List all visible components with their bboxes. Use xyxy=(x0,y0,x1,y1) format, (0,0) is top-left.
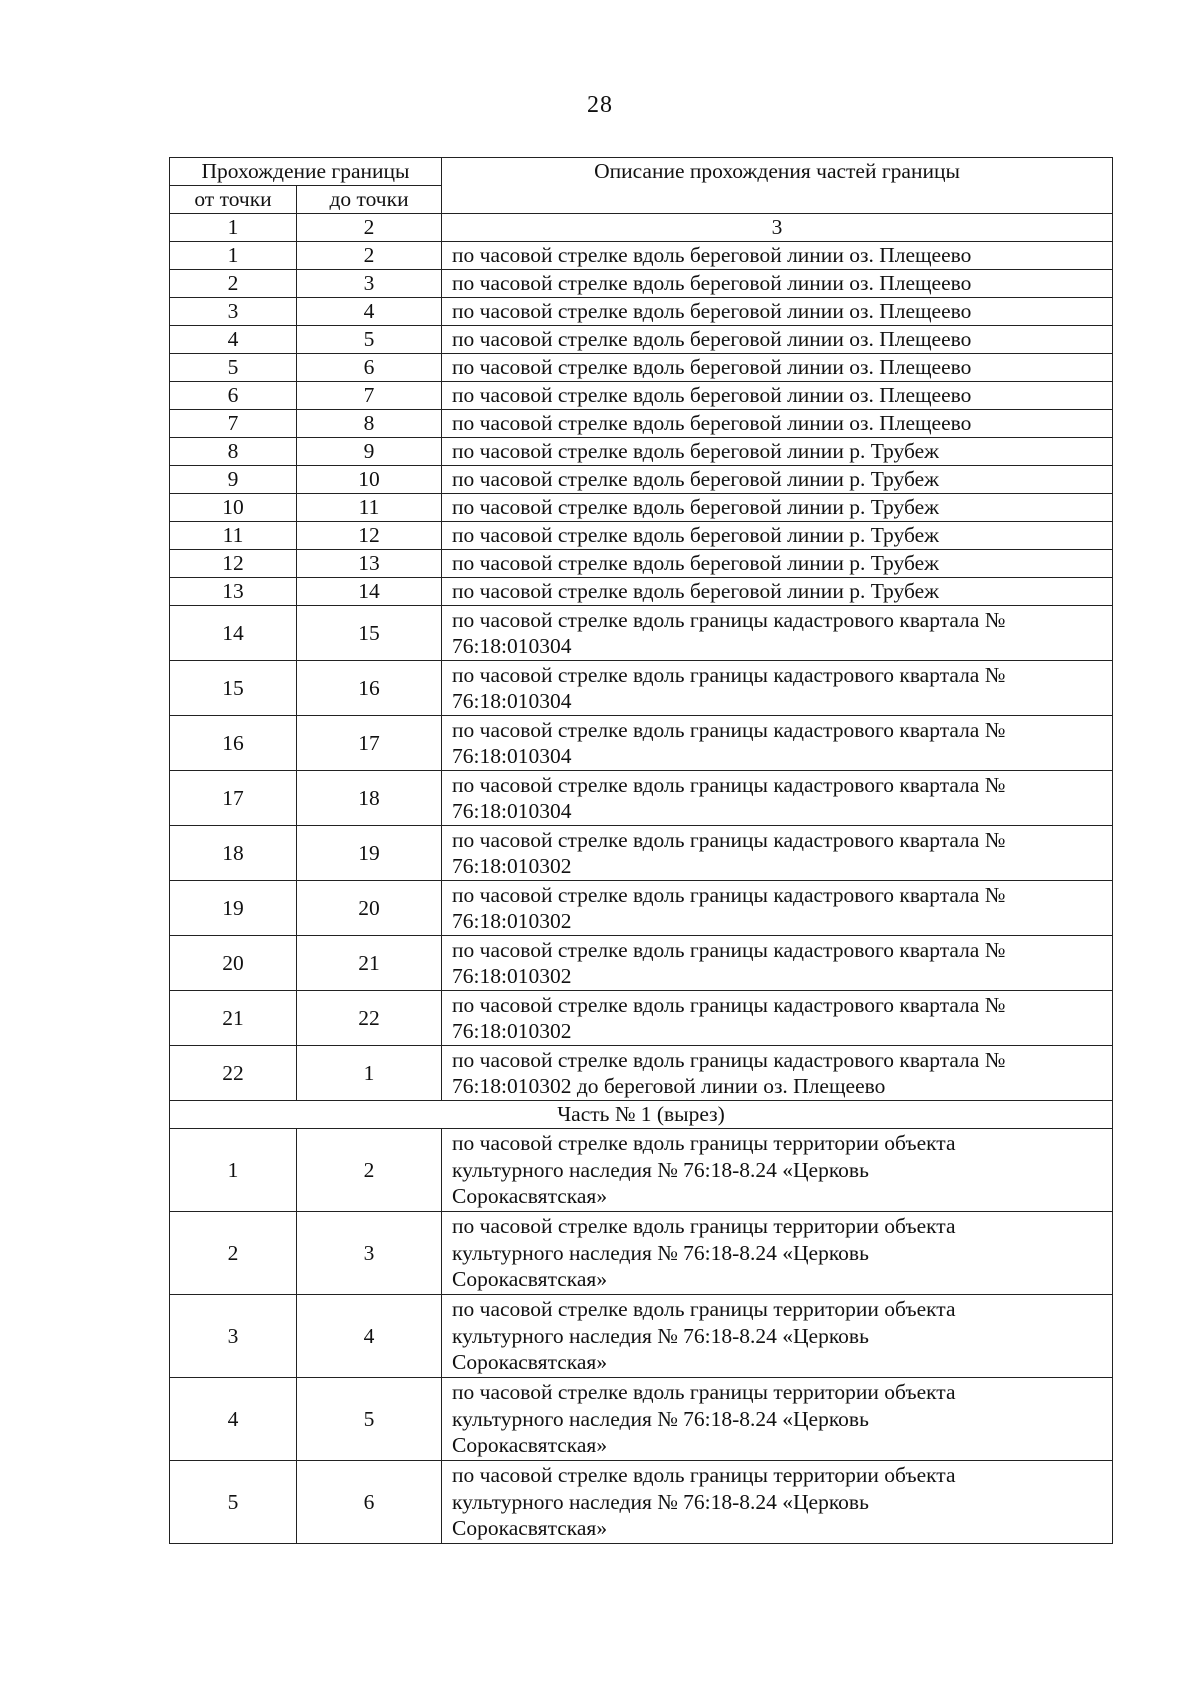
to-point-cell: 4 xyxy=(297,298,442,326)
to-point-cell: 17 xyxy=(297,716,442,771)
description-line: 76:18:010304 xyxy=(452,744,572,768)
description-cell xyxy=(442,1378,1113,1461)
description-cell: по часовой стрелке вдоль береговой линии оз. Плещеево xyxy=(442,326,1113,354)
description-line: по часовой стрелке вдоль границы кадастрового квартала № xyxy=(452,1047,1006,1072)
description-line: по часовой стрелке вдоль границы территории объекта xyxy=(452,1380,956,1405)
table-row xyxy=(170,522,1113,550)
description-line: 76:18:010304 xyxy=(452,689,572,713)
table-row xyxy=(170,1295,1113,1378)
from-point-cell: 14 xyxy=(170,606,297,661)
description-line: по часовой стрелке вдоль границы территории объекта xyxy=(452,1463,956,1488)
table-row xyxy=(170,1378,1113,1461)
section-title-row xyxy=(170,1101,1113,1129)
from-point-cell: 5 xyxy=(170,354,297,382)
description-cell: по часовой стрелке вдоль береговой линии р. Трубеж xyxy=(442,522,1113,550)
from-point-cell: 16 xyxy=(170,716,297,771)
description-cell xyxy=(442,1046,1113,1101)
from-point-cell: 4 xyxy=(170,1378,297,1461)
description-cell xyxy=(442,661,1113,716)
to-point-cell: 13 xyxy=(297,550,442,578)
description-cell: по часовой стрелке вдоль береговой линии оз. Плещеево xyxy=(442,354,1113,382)
table-row xyxy=(170,991,1113,1046)
to-point-cell: 9 xyxy=(297,438,442,466)
description-line: культурного наследия № 76:18-8.24 «Церковь xyxy=(452,1323,869,1348)
description-cell: по часовой стрелке вдоль береговой линии оз. Плещеево xyxy=(442,242,1113,270)
to-point-cell: 8 xyxy=(297,410,442,438)
to-point-cell: 16 xyxy=(297,661,442,716)
from-point-cell: 17 xyxy=(170,771,297,826)
from-point-cell: 5 xyxy=(170,1461,297,1544)
section-rows xyxy=(170,1101,1113,1544)
description-line: по часовой стрелке вдоль границы кадастрового квартала № xyxy=(452,717,1006,742)
from-point-cell: 6 xyxy=(170,382,297,410)
to-point-cell: 11 xyxy=(297,494,442,522)
description-line: культурного наследия № 76:18-8.24 «Церковь xyxy=(452,1489,869,1514)
from-point-cell: 2 xyxy=(170,270,297,298)
table-row xyxy=(170,494,1113,522)
from-point-cell: 20 xyxy=(170,936,297,991)
table-row xyxy=(170,550,1113,578)
table-row xyxy=(170,1129,1113,1212)
from-point-cell: 10 xyxy=(170,494,297,522)
description-line: по часовой стрелке вдоль границы кадастрового квартала № xyxy=(452,937,1006,962)
to-point-cell: 3 xyxy=(297,270,442,298)
description-line: 76:18:010304 xyxy=(452,634,572,658)
to-point-cell: 3 xyxy=(297,1212,442,1295)
description-line: по часовой стрелке вдоль границы кадастрового квартала № xyxy=(452,607,1006,632)
table-row xyxy=(170,826,1113,881)
description-cell xyxy=(442,1461,1113,1544)
to-point-cell: 4 xyxy=(297,1295,442,1378)
column-number-2: 2 xyxy=(297,214,442,242)
table-row xyxy=(170,438,1113,466)
table-row xyxy=(170,382,1113,410)
to-point-cell: 22 xyxy=(297,991,442,1046)
from-point-cell: 3 xyxy=(170,1295,297,1378)
table-row xyxy=(170,606,1113,661)
description-cell xyxy=(442,826,1113,881)
description-line: Сорокасвятская» xyxy=(452,1350,608,1375)
description-line: 76:18:010302 до береговой линии оз. Плещеево xyxy=(452,1074,886,1098)
to-point-cell: 14 xyxy=(297,578,442,606)
description-line: по часовой стрелке вдоль границы территории объекта xyxy=(452,1214,956,1239)
to-point-header: до точки xyxy=(297,186,442,214)
description-cell xyxy=(442,936,1113,991)
to-point-cell: 10 xyxy=(297,466,442,494)
from-point-cell: 19 xyxy=(170,881,297,936)
page-number: 28 xyxy=(587,92,613,118)
from-point-cell: 7 xyxy=(170,410,297,438)
description-line: 76:18:010304 xyxy=(452,799,572,823)
table-row xyxy=(170,771,1113,826)
from-point-cell: 12 xyxy=(170,550,297,578)
table-row xyxy=(170,354,1113,382)
description-line: по часовой стрелке вдоль границы кадастрового квартала № xyxy=(452,827,1006,852)
table-row xyxy=(170,661,1113,716)
description-cell xyxy=(442,991,1113,1046)
to-point-cell: 20 xyxy=(297,881,442,936)
description-line: Сорокасвятская» xyxy=(452,1433,608,1458)
from-point-cell: 4 xyxy=(170,326,297,354)
boundary-table xyxy=(169,157,1113,1544)
description-line: Сорокасвятская» xyxy=(452,1184,608,1209)
table-row xyxy=(170,326,1113,354)
to-point-cell: 5 xyxy=(297,326,442,354)
description-line: по часовой стрелке вдоль границы территории объекта xyxy=(452,1131,956,1156)
description-cell: по часовой стрелке вдоль береговой линии оз. Плещеево xyxy=(442,382,1113,410)
description-cell: по часовой стрелке вдоль береговой линии р. Трубеж xyxy=(442,494,1113,522)
to-point-cell: 12 xyxy=(297,522,442,550)
from-point-cell: 18 xyxy=(170,826,297,881)
column-number-1: 1 xyxy=(170,214,297,242)
from-point-cell: 1 xyxy=(170,242,297,270)
to-point-cell: 15 xyxy=(297,606,442,661)
to-point-cell: 6 xyxy=(297,1461,442,1544)
description-line: по часовой стрелке вдоль границы кадастрового квартала № xyxy=(452,662,1006,687)
section-title: Часть № 1 (вырез) xyxy=(170,1101,1113,1129)
description-cell xyxy=(442,1129,1113,1212)
from-point-cell: 8 xyxy=(170,438,297,466)
table-row xyxy=(170,466,1113,494)
description-cell: по часовой стрелке вдоль береговой линии оз. Плещеево xyxy=(442,298,1113,326)
to-point-cell: 2 xyxy=(297,1129,442,1212)
boundary-group-header: Прохождение границы xyxy=(170,158,442,186)
description-cell xyxy=(442,606,1113,661)
description-line: культурного наследия № 76:18-8.24 «Церковь xyxy=(452,1406,869,1431)
description-cell: по часовой стрелке вдоль береговой линии оз. Плещеево xyxy=(442,410,1113,438)
table-row xyxy=(170,270,1113,298)
description-line: по часовой стрелке вдоль границы кадастрового квартала № xyxy=(452,992,1006,1017)
from-point-cell: 15 xyxy=(170,661,297,716)
from-point-cell: 13 xyxy=(170,578,297,606)
to-point-cell: 2 xyxy=(297,242,442,270)
description-cell xyxy=(442,1212,1113,1295)
table-row xyxy=(170,1046,1113,1101)
description-cell: по часовой стрелке вдоль береговой линии р. Трубеж xyxy=(442,438,1113,466)
description-line: культурного наследия № 76:18-8.24 «Церковь xyxy=(452,1240,869,1265)
description-cell: по часовой стрелке вдоль береговой линии оз. Плещеево xyxy=(442,270,1113,298)
table-header-row xyxy=(170,158,1113,186)
table-row xyxy=(170,936,1113,991)
description-line: культурного наследия № 76:18-8.24 «Церковь xyxy=(452,1157,869,1182)
table-row xyxy=(170,242,1113,270)
description-line: 76:18:010302 xyxy=(452,909,572,933)
description-cell xyxy=(442,716,1113,771)
table-row xyxy=(170,1212,1113,1295)
to-point-cell: 6 xyxy=(297,354,442,382)
to-point-cell: 18 xyxy=(297,771,442,826)
table-row xyxy=(170,410,1113,438)
description-line: по часовой стрелке вдоль границы кадастрового квартала № xyxy=(452,772,1006,797)
description-header: Описание прохождения частей границы xyxy=(442,158,1113,214)
description-cell: по часовой стрелке вдоль береговой линии р. Трубеж xyxy=(442,466,1113,494)
table-row xyxy=(170,578,1113,606)
description-line: Сорокасвятская» xyxy=(452,1267,608,1292)
description-line: 76:18:010302 xyxy=(452,1019,572,1043)
description-line: 76:18:010302 xyxy=(452,854,572,878)
to-point-cell: 5 xyxy=(297,1378,442,1461)
table-row xyxy=(170,298,1113,326)
description-cell xyxy=(442,1295,1113,1378)
description-line: Сорокасвятская» xyxy=(452,1516,608,1541)
to-point-cell: 21 xyxy=(297,936,442,991)
description-cell xyxy=(442,881,1113,936)
description-line: по часовой стрелке вдоль границы кадастрового квартала № xyxy=(452,882,1006,907)
from-point-cell: 22 xyxy=(170,1046,297,1101)
from-point-cell: 21 xyxy=(170,991,297,1046)
from-point-cell: 2 xyxy=(170,1212,297,1295)
table-row xyxy=(170,716,1113,771)
description-line: по часовой стрелке вдоль границы территории объекта xyxy=(452,1297,956,1322)
to-point-cell: 19 xyxy=(297,826,442,881)
table-row xyxy=(170,881,1113,936)
table-row xyxy=(170,1461,1113,1544)
from-point-header: от точки xyxy=(170,186,297,214)
from-point-cell: 9 xyxy=(170,466,297,494)
column-number-row xyxy=(170,214,1113,242)
column-number-3: 3 xyxy=(442,214,1113,242)
description-line: 76:18:010302 xyxy=(452,964,572,988)
description-cell: по часовой стрелке вдоль береговой линии р. Трубеж xyxy=(442,578,1113,606)
description-cell xyxy=(442,771,1113,826)
description-cell: по часовой стрелке вдоль береговой линии р. Трубеж xyxy=(442,550,1113,578)
main-rows xyxy=(170,242,1113,1101)
from-point-cell: 3 xyxy=(170,298,297,326)
to-point-cell: 1 xyxy=(297,1046,442,1101)
from-point-cell: 11 xyxy=(170,522,297,550)
from-point-cell: 1 xyxy=(170,1129,297,1212)
to-point-cell: 7 xyxy=(297,382,442,410)
